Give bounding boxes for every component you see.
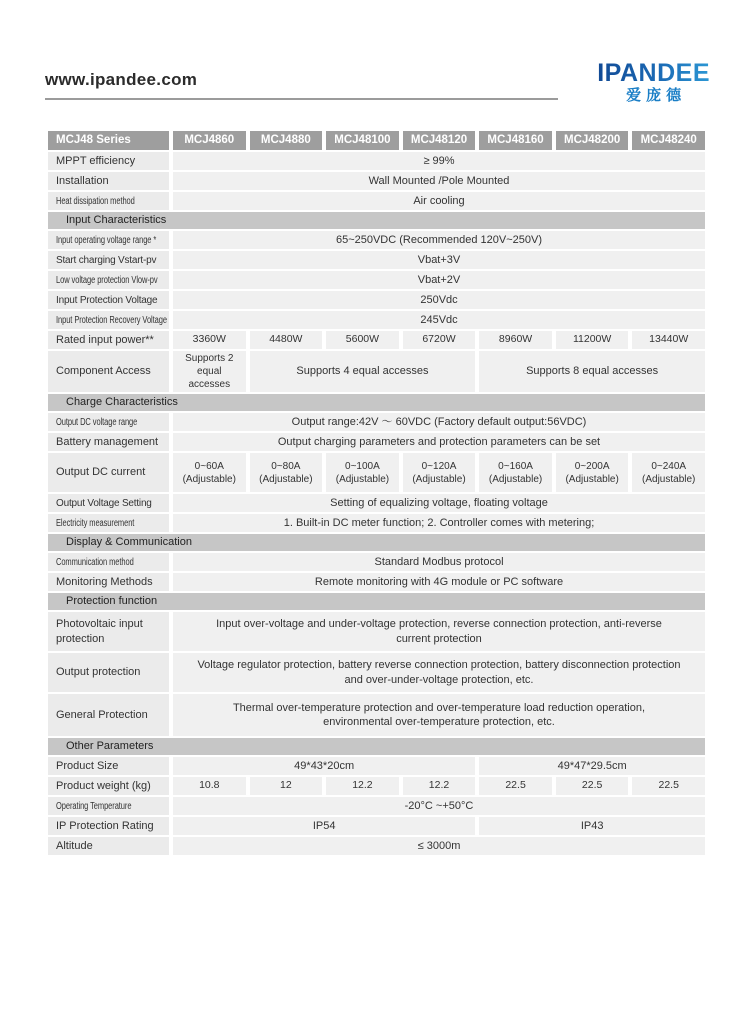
row-value: Output charging parameters and protection parameters can be set bbox=[173, 433, 705, 451]
row-output-dc-voltage-range bbox=[48, 413, 705, 431]
row-value: Remote monitoring with 4G module or PC software bbox=[173, 573, 705, 591]
section-charge-characteristics bbox=[48, 394, 705, 411]
row-value: Supports 4 equal accesses bbox=[250, 351, 476, 392]
model-header-cell: MCJ48100 bbox=[326, 131, 399, 150]
row-value: 4480W bbox=[250, 331, 323, 349]
row-label: Start charging Vstart-pv bbox=[48, 251, 169, 269]
company-logo bbox=[597, 60, 710, 104]
row-value: 65~250VDC (Recommended 120V~250V) bbox=[173, 231, 705, 249]
row-label: Battery management bbox=[48, 433, 169, 451]
row-battery-management bbox=[48, 433, 705, 451]
row-rated-input-power bbox=[48, 331, 705, 349]
row-label: Communication method bbox=[48, 553, 169, 571]
row-component-access bbox=[48, 351, 705, 392]
row-value: 12.2 bbox=[326, 777, 399, 795]
row-value: Vbat+2V bbox=[173, 271, 705, 289]
row-label: Operating Temperature bbox=[48, 797, 169, 815]
row-value: ≤ 3000m bbox=[173, 837, 705, 855]
row-value: -20°C ~+50°C bbox=[173, 797, 705, 815]
row-value: Voltage regulator protection, battery reverse connection protection, battery disconnection protection and over-under-voltage protection, etc. bbox=[173, 653, 705, 692]
row-value: 22.5 bbox=[479, 777, 552, 795]
row-label: Low voltage protection Vlow-pv bbox=[48, 271, 169, 289]
row-value: 22.5 bbox=[556, 777, 629, 795]
row-value: Standard Modbus protocol bbox=[173, 553, 705, 571]
row-value: Input over-voltage and under-voltage protection, reverse connection protection, anti-reverse current protection bbox=[173, 612, 705, 651]
section-protection-function bbox=[48, 593, 705, 610]
row-label: Heat dissipation method bbox=[48, 192, 169, 210]
row-low-voltage-protection bbox=[48, 271, 705, 289]
row-label: Output DC voltage range bbox=[48, 413, 169, 431]
row-product-size bbox=[48, 757, 705, 775]
row-value: 8960W bbox=[479, 331, 552, 349]
section-input-characteristics bbox=[48, 212, 705, 229]
logo-wordmark: IPANDEE bbox=[597, 59, 710, 87]
row-value: 3360W bbox=[173, 331, 246, 349]
row-value: Air cooling bbox=[173, 192, 705, 210]
row-value: 12 bbox=[250, 777, 323, 795]
row-value: Vbat+3V bbox=[173, 251, 705, 269]
row-value: IP54 bbox=[173, 817, 475, 835]
model-header-cell: MCJ48160 bbox=[479, 131, 552, 150]
row-label: MPPT efficiency bbox=[48, 152, 169, 170]
row-value: 22.5 bbox=[632, 777, 705, 795]
row-electricity-measurement bbox=[48, 514, 705, 532]
row-output-voltage-setting bbox=[48, 494, 705, 512]
row-value: Output range:42V ～ 60VDC (Factory default output:56VDC) bbox=[173, 413, 705, 431]
row-ip-protection-rating bbox=[48, 817, 705, 835]
row-label: Input Protection Recovery Voltage bbox=[48, 311, 169, 329]
row-value: 12.2 bbox=[403, 777, 476, 795]
row-input-voltage-range bbox=[48, 231, 705, 249]
section-title: Charge Characteristics bbox=[48, 394, 705, 411]
row-value: 13440W bbox=[632, 331, 705, 349]
row-output-protection bbox=[48, 653, 705, 692]
row-label: Input Protection Voltage bbox=[48, 291, 169, 309]
row-value: Supports 8 equal accesses bbox=[479, 351, 705, 392]
row-value: 5600W bbox=[326, 331, 399, 349]
row-installation bbox=[48, 172, 705, 190]
row-label: Rated input power** bbox=[48, 331, 169, 349]
row-value: 0~120A (Adjustable) bbox=[403, 453, 476, 492]
row-value: 0~80A (Adjustable) bbox=[250, 453, 323, 492]
row-value: Supports 2 equal accesses bbox=[173, 351, 246, 392]
row-value: 245Vdc bbox=[173, 311, 705, 329]
row-value: 1. Built-in DC meter function; 2. Controller comes with metering; bbox=[173, 514, 705, 532]
section-title: Input Characteristics bbox=[48, 212, 705, 229]
row-heat-dissipation bbox=[48, 192, 705, 210]
section-title: Display & Communication bbox=[48, 534, 705, 551]
logo-chinese-name: 爱庞德 bbox=[626, 87, 687, 105]
model-header-cell: MCJ48120 bbox=[403, 131, 476, 150]
row-altitude bbox=[48, 837, 705, 855]
row-label: Monitoring Methods bbox=[48, 573, 169, 591]
header-divider bbox=[45, 98, 558, 100]
row-value: 0~60A (Adjustable) bbox=[173, 453, 246, 492]
row-label: Output Voltage Setting bbox=[48, 494, 169, 512]
row-value: IP43 bbox=[479, 817, 705, 835]
row-value: 10.8 bbox=[173, 777, 246, 795]
row-start-charging bbox=[48, 251, 705, 269]
row-label: Altitude bbox=[48, 837, 169, 855]
row-value: Thermal over-temperature protection and over-temperature load reduction operation, environmental over-temperature protection, etc. bbox=[173, 694, 705, 736]
row-label: IP Protection Rating bbox=[48, 817, 169, 835]
row-value: 0~240A (Adjustable) bbox=[632, 453, 705, 492]
model-header-cell: MCJ4860 bbox=[173, 131, 246, 150]
row-label: Output DC current bbox=[48, 453, 169, 492]
spec-table bbox=[48, 131, 705, 857]
row-mppt-efficiency bbox=[48, 152, 705, 170]
row-value: Setting of equalizing voltage, floating voltage bbox=[173, 494, 705, 512]
row-label: Output protection bbox=[48, 653, 169, 692]
site-url: www.ipandee.com bbox=[45, 70, 198, 89]
row-label: Product weight (kg) bbox=[48, 777, 169, 795]
row-label: General Protection bbox=[48, 694, 169, 736]
row-value: 6720W bbox=[403, 331, 476, 349]
row-value: 0~200A (Adjustable) bbox=[556, 453, 629, 492]
row-label: Input operating voltage range * bbox=[48, 231, 169, 249]
row-value: Wall Mounted /Pole Mounted bbox=[173, 172, 705, 190]
row-general-protection bbox=[48, 694, 705, 736]
row-input-recovery-voltage bbox=[48, 311, 705, 329]
section-other-parameters bbox=[48, 738, 705, 755]
row-value: 49*43*20cm bbox=[173, 757, 475, 775]
row-value: 11200W bbox=[556, 331, 629, 349]
row-communication-method bbox=[48, 553, 705, 571]
model-header-cell: MCJ48240 bbox=[632, 131, 705, 150]
model-header-cell: MCJ4880 bbox=[250, 131, 323, 150]
row-value: ≥ 99% bbox=[173, 152, 705, 170]
model-header-cell: MCJ48200 bbox=[556, 131, 629, 150]
row-value: 0~100A (Adjustable) bbox=[326, 453, 399, 492]
row-label: Photovoltaic input protection bbox=[48, 612, 169, 651]
series-header-cell: MCJ48 Series bbox=[48, 131, 169, 150]
row-output-dc-current bbox=[48, 453, 705, 492]
row-value: 0~160A (Adjustable) bbox=[479, 453, 552, 492]
table-header-row bbox=[48, 131, 705, 150]
row-operating-temperature bbox=[48, 797, 705, 815]
section-title: Other Parameters bbox=[48, 738, 705, 755]
row-monitoring-methods bbox=[48, 573, 705, 591]
row-input-protection-voltage bbox=[48, 291, 705, 309]
row-label: Component Access bbox=[48, 351, 169, 392]
row-value: 49*47*29.5cm bbox=[479, 757, 705, 775]
row-label: Installation bbox=[48, 172, 169, 190]
section-display-communication bbox=[48, 534, 705, 551]
row-label: Product Size bbox=[48, 757, 169, 775]
row-value: 250Vdc bbox=[173, 291, 705, 309]
row-product-weight bbox=[48, 777, 705, 795]
row-pv-input-protection bbox=[48, 612, 705, 651]
row-label: Electricity measurement bbox=[48, 514, 169, 532]
section-title: Protection function bbox=[48, 593, 705, 610]
